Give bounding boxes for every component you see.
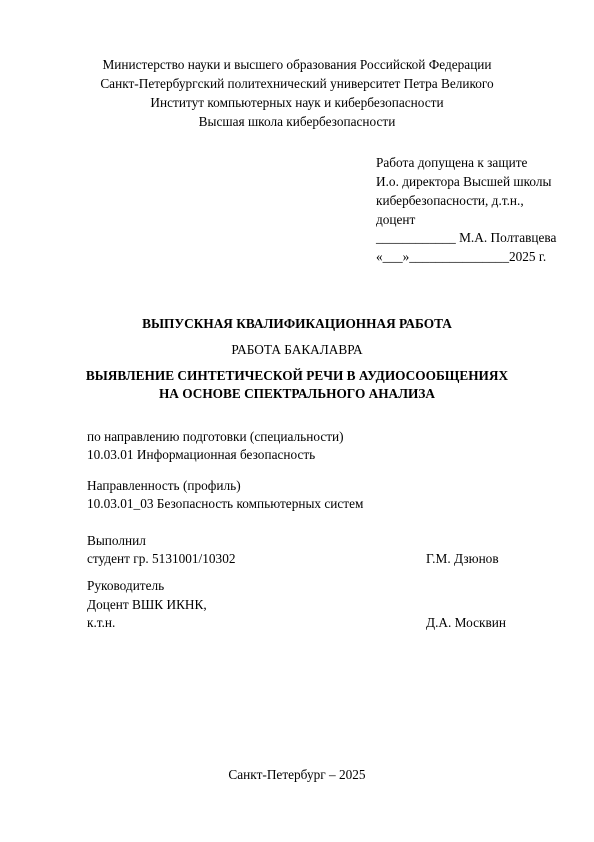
approval-admitted-line: Работа допущена к защите (376, 155, 528, 170)
supervisor-name: Д.А. Москвин (426, 615, 506, 630)
author-position: студент гр. 5131001/10302 (87, 551, 236, 566)
supervisor-position-line-2: к.т.н. (87, 615, 116, 630)
author-name: Г.М. Дзюнов (426, 551, 499, 566)
supervisor-position-line-1: Доцент ВШК ИКНК, (87, 597, 207, 612)
institute-line: Институт компьютерных наук и кибербезопасности (150, 95, 444, 110)
profile-value: 10.03.01_03 Безопасность компьютерных систем (87, 496, 364, 511)
topic-line-1: ВЫЯВЛЕНИЕ СИНТЕТИЧЕСКОЙ РЕЧИ В АУДИОСООБЩЕНИЯХ (85, 368, 509, 383)
ministry-line: Министерство науки и высшего образования Российской Федерации (102, 57, 492, 72)
author-label: Выполнил (87, 533, 146, 548)
university-line: Санкт-Петербургский политехнический университет Петра Великого (100, 76, 494, 91)
approval-signature-line: ____________ М.А. Полтавцева (376, 230, 557, 245)
school-line: Высшая школа кибербезопасности (198, 114, 396, 129)
degree-title: РАБОТА БАКАЛАВРА (231, 342, 363, 357)
profile-label: Направленность (профиль) (87, 478, 241, 493)
supervisor-label: Руководитель (87, 578, 165, 593)
approval-rank-line: доцент (376, 212, 416, 227)
direction-label: по направлению подготовки (специальности) (87, 429, 344, 444)
approval-director-line: И.о. директора Высшей школы (376, 174, 552, 189)
work-type-title: ВЫПУСКНАЯ КВАЛИФИКАЦИОННАЯ РАБОТА (142, 316, 452, 331)
approval-date-line: «___»_______________2025 г. (376, 249, 547, 264)
direction-value: 10.03.01 Информационная безопасность (87, 447, 316, 462)
city-year-footer: Санкт-Петербург – 2025 (228, 767, 366, 782)
topic-line-2: НА ОСНОВЕ СПЕКТРАЛЬНОГО АНАЛИЗА (158, 386, 436, 401)
approval-degree-line: кибербезопасности, д.т.н., (376, 193, 524, 208)
